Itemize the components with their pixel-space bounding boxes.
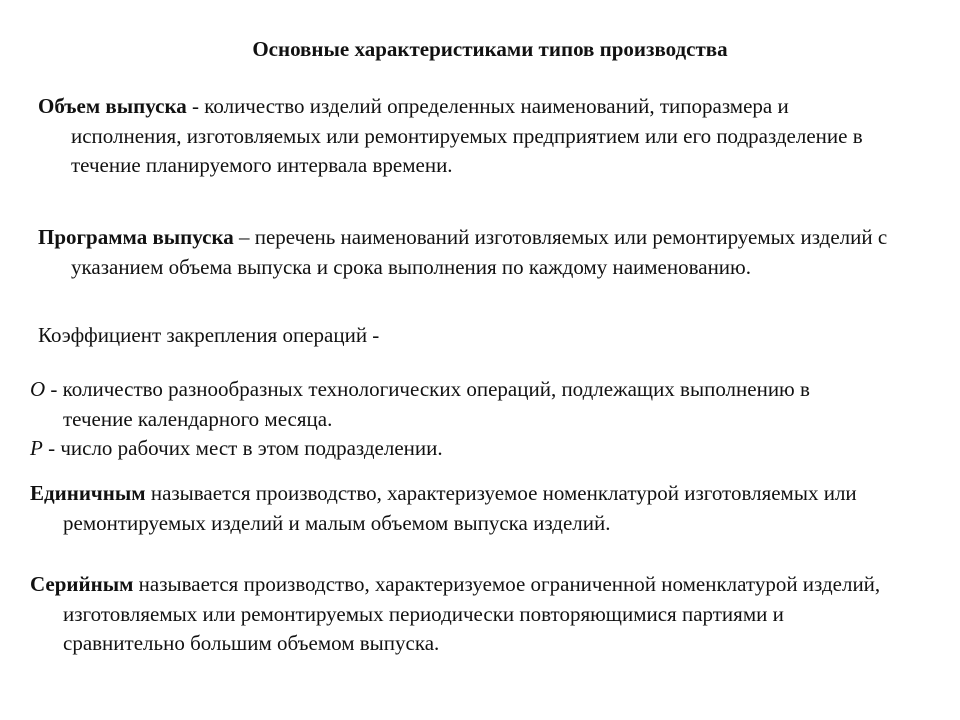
paragraph-single-production: [30, 479, 863, 538]
term-single-production: Единичным: [30, 481, 146, 505]
variable-p: Р: [30, 436, 43, 460]
variable-o: О: [30, 377, 46, 401]
paragraph-variable-p: [30, 434, 863, 464]
definition-single-production: называется производство, характеризуемое номенклатурой изготовляемых или ремонтируемых изделий и малым объемом выпуска изделий.: [63, 481, 857, 535]
definition-volume: - количество изделий определенных наименований, типоразмера и исполнения, изготовляемых или ремонтируемых предприятием или его подразделение в течение планируемого интервала времени.: [71, 94, 863, 177]
paragraph-program: [38, 223, 911, 282]
definition-variable-p: - число рабочих мест в этом подразделении.: [42, 436, 443, 460]
paragraph-volume: [38, 92, 871, 181]
paragraph-serial-production: [30, 570, 903, 659]
term-volume: Объем выпуска: [38, 94, 187, 118]
page-title: Основные характеристиками типов производства: [252, 37, 728, 61]
definition-variable-o: - количество разнообразных технологических операций, подлежащих выполнению в течение календарного месяца.: [45, 377, 810, 431]
term-program: Программа выпуска: [38, 225, 234, 249]
coefficient-text: Коэффициент закрепления операций -: [38, 323, 380, 347]
paragraph-variable-o: [30, 375, 863, 434]
definition-program: – перечень наименований изготовляемых или ремонтируемых изделий с указанием объема выпуска и срока выполнения по каждому наименованию.: [71, 225, 888, 279]
definition-serial-production: называется производство, характеризуемое ограниченной номенклатурой изделий, изготовляемых или ремонтируемых периодически повторяющимися партиями и сравнительно большим объемом выпуска.: [63, 572, 881, 655]
term-serial-production: Серийным: [30, 572, 134, 596]
paragraph-coefficient: [38, 321, 871, 351]
